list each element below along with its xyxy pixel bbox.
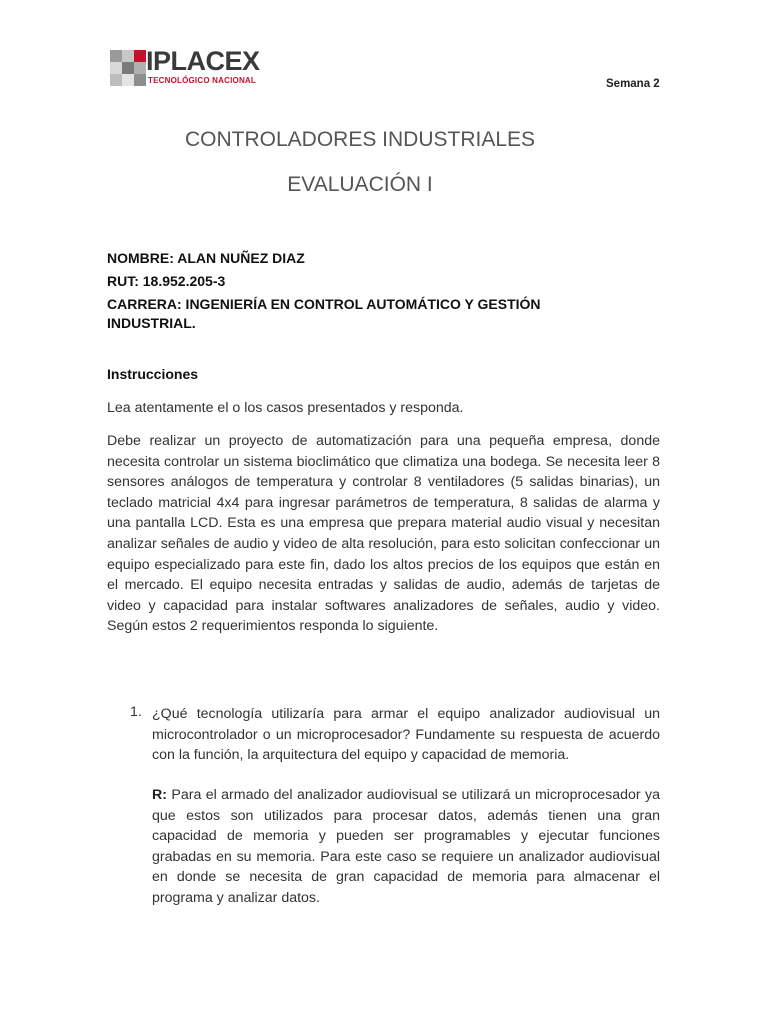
student-rut: RUT: 18.952.205-3 xyxy=(107,273,226,289)
logo-mosaic-icon xyxy=(110,50,146,86)
logo-subtitle: TECNOLÓGICO NACIONAL xyxy=(148,76,256,85)
answer-text: Para el armado del analizador audiovisual se utilizará un microprocesador ya que estos son utilizados para procesar datos, además tienen una gran capacidad de memoria y pueden ser programables y ejecutar funciones grabadas en su memoria. Para este caso se requiere un analizador audiovisual en donde se necesita de gran capacidad de memoria para almacenar el programa y analizar datos. xyxy=(152,787,660,906)
case-description: Debe realizar un proyecto de automatización para una pequeña empresa, donde necesita controlar un sistema bioclimático que climatiza una bodega. Se necesita leer 8 sensores análogos de temperatura y controlar 8 ventiladores (5 salidas binarias), un teclado matricial 4x4 para ingresar parámetros de temperatura, 8 salidas de alarma y una pantalla LCD. Esta es una empresa que prepara material audio visual y necesitan analizar señales de audio y video de alta resolución, para esto solicitan confeccionar un equipo especializado para este fin, dado los altos precios de los equipos que están en el mercado. El equipo necesita entradas y salidas de audio, además de tarjetas de video y capacidad para instalar softwares analizadores de señales, audio y video. Según estos 2 requerimientos responda lo siguiente. xyxy=(107,433,660,635)
logo-name: IPLACEX xyxy=(146,46,260,76)
week-label: Semana 2 xyxy=(606,78,660,90)
question-number: 1. xyxy=(130,704,142,720)
instructions-intro: Lea atentamente el o los casos presentados y responda. xyxy=(107,400,464,416)
student-name: NOMBRE: ALAN NUÑEZ DIAZ xyxy=(107,250,305,266)
instructions-heading: Instrucciones xyxy=(107,366,199,382)
course-title: CONTROLADORES INDUSTRIALES xyxy=(184,128,536,151)
evaluation-title: EVALUACIÓN I xyxy=(287,173,433,196)
student-career: CARRERA: INGENIERÍA EN CONTROL AUTOMÁTICO Y GESTIÓN INDUSTRIAL. xyxy=(107,296,541,331)
answer-label: R: xyxy=(152,787,167,803)
answer-block xyxy=(152,785,660,909)
iplacex-logo xyxy=(110,46,270,92)
question-text: ¿Qué tecnología utilizaría para armar el equipo analizador audiovisual un microcontrolador o un microprocesador? Fundamente su respuesta de acuerdo con la función, la arquitectura del equipo y capacidad de memoria. xyxy=(152,706,660,764)
